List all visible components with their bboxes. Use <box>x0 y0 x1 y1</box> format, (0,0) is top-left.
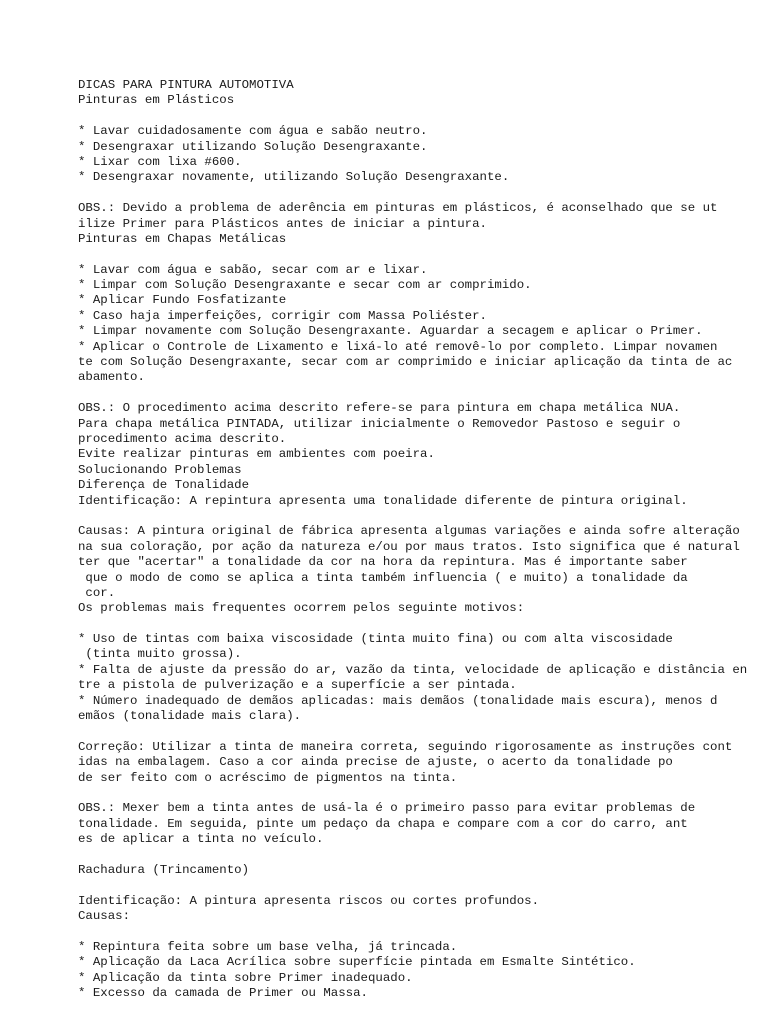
blank-line <box>78 109 768 124</box>
text-line: que o modo de como se aplica a tinta também influencia ( e muito) a tonalidade da <box>78 570 688 585</box>
text-line: Correção: Utilizar a tinta de maneira correta, seguindo rigorosamente as instruções cont <box>78 739 733 754</box>
text-line: Causas: <box>78 909 131 924</box>
document-body <box>78 78 768 1001</box>
blank-line <box>78 924 768 939</box>
text-line: * Desengraxar utilizando Solução Desengraxante. <box>78 139 428 154</box>
text-line: Solucionando Problemas <box>78 462 242 477</box>
text-line: * Limpar com Solução Desengraxante e secar com ar comprimido. <box>78 278 532 293</box>
text-line: de ser feito com o acréscimo de pigmentos na tinta. <box>78 770 458 785</box>
text-line: * Lixar com lixa #600. <box>78 154 242 169</box>
text-line: * Falta de ajuste da pressão do ar, vazão da tinta, velocidade de aplicação e distância en <box>78 662 748 677</box>
text-line: * Número inadequado de demãos aplicadas: mais demãos (tonalidade mais escura), menos d <box>78 693 718 708</box>
text-line: Rachadura (Trincamento) <box>78 862 250 877</box>
text-line: Os problemas mais frequentes ocorrem pelos seguinte motivos: <box>78 601 525 616</box>
text-line: (tinta muito grossa). <box>78 647 242 662</box>
text-line: es de aplicar a tinta no veículo. <box>78 832 324 847</box>
text-line: emãos (tonalidade mais clara). <box>78 709 302 724</box>
text-line: Para chapa metálica PINTADA, utilizar inicialmente o Removedor Pastoso e seguir o <box>78 416 681 431</box>
text-line: Evite realizar pinturas em ambientes com poeira. <box>78 447 435 462</box>
text-line: idas na embalagem. Caso a cor ainda precise de ajuste, o acerto da tonalidade po <box>78 755 673 770</box>
text-line: * Aplicar Fundo Fosfatizante <box>78 293 287 308</box>
text-line: OBS.: Devido a problema de aderência em pinturas em plásticos, é aconselhado que se ut <box>78 201 718 216</box>
blank-line <box>78 386 768 401</box>
text-line: * Desengraxar novamente, utilizando Solução Desengraxante. <box>78 170 510 185</box>
text-line: tre a pistola de pulverização e a superfície a ser pintada. <box>78 678 517 693</box>
text-line: abamento. <box>78 370 145 385</box>
text-line: Diferença de Tonalidade <box>78 478 250 493</box>
blank-line <box>78 786 768 801</box>
text-line: * Repintura feita sobre um base velha, já trincada. <box>78 939 458 954</box>
text-line: DICAS PARA PINTURA AUTOMOTIVA <box>78 78 294 92</box>
text-line: Identificação: A repintura apresenta uma tonalidade diferente de pintura original. <box>78 493 688 508</box>
text-line: OBS.: O procedimento acima descrito refere-se para pintura em chapa metálica NUA. <box>78 401 681 416</box>
blank-line <box>78 247 768 262</box>
blank-line <box>78 724 768 739</box>
text-line: * Excesso da camada de Primer ou Massa. <box>78 986 368 1001</box>
text-line: * Aplicação da tinta sobre Primer inadequado. <box>78 970 413 985</box>
text-line: * Aplicar o Controle de Lixamento e lixá-lo até removê-lo por completo. Limpar novamen <box>78 339 718 354</box>
text-line: * Limpar novamente com Solução Desengraxante. Aguardar a secagem e aplicar o Primer. <box>78 324 703 339</box>
text-line: Pinturas em Plásticos <box>78 93 235 108</box>
text-line: * Lavar cuidadosamente com água e sabão neutro. <box>78 124 428 139</box>
blank-line <box>78 848 768 863</box>
text-line: procedimento acima descrito. <box>78 431 287 446</box>
text-line: * Uso de tintas com baixa viscosidade (tinta muito fina) ou com alta viscosidade <box>78 632 673 647</box>
text-line: ilize Primer para Plásticos antes de iniciar a pintura. <box>78 216 487 231</box>
text-line: Identificação: A pintura apresenta riscos ou cortes profundos. <box>78 893 540 908</box>
text-line: cor. <box>78 585 116 600</box>
blank-line <box>78 186 768 201</box>
text-line: * Aplicação da Laca Acrílica sobre superfície pintada em Esmalte Sintético. <box>78 955 636 970</box>
text-line: na sua coloração, por ação da natureza e/ou por maus tratos. Isto significa que é natural <box>78 539 740 554</box>
text-line: * Lavar com água e sabão, secar com ar e lixar. <box>78 262 428 277</box>
text-line: * Caso haja imperfeições, corrigir com Massa Poliéster. <box>78 308 487 323</box>
text-line: Pinturas em Chapas Metálicas <box>78 231 287 246</box>
blank-line <box>78 617 768 632</box>
text-line: tonalidade. Em seguida, pinte um pedaço da chapa e compare com a cor do carro, ant <box>78 816 688 831</box>
text-line: te com Solução Desengraxante, secar com ar comprimido e iniciar aplicação da tinta de ac <box>78 355 733 370</box>
text-line: ter que "acertar" a tonalidade da cor na hora da repintura. Mas é importante saber <box>78 555 688 570</box>
blank-line <box>78 878 768 893</box>
blank-line <box>78 509 768 524</box>
text-line: OBS.: Mexer bem a tinta antes de usá-la é o primeiro passo para evitar problemas de <box>78 801 696 816</box>
text-line: Causas: A pintura original de fábrica apresenta algumas variações e ainda sofre alteração <box>78 524 740 539</box>
